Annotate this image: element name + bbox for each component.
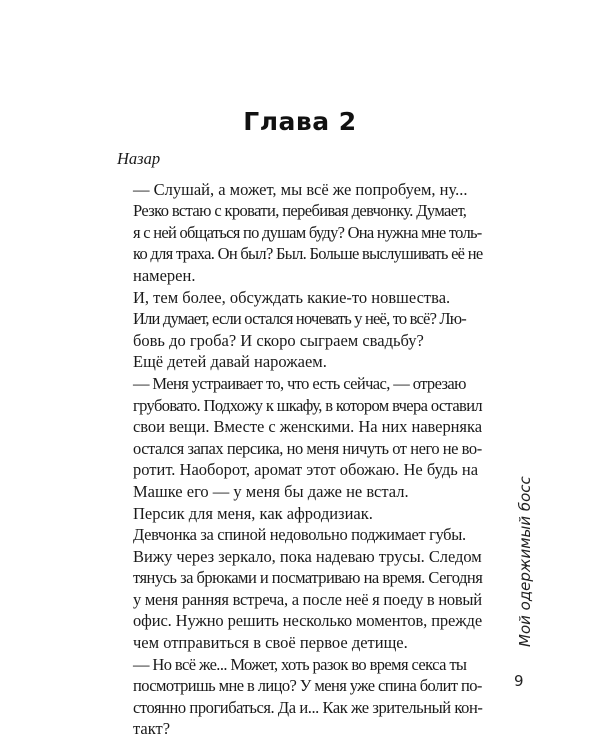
text-line: — Слушай, а может, мы всё же попробуем, ну... [133, 179, 468, 199]
text-line: Вижу через зеркало, пока надеваю трусы. Следом [133, 546, 482, 566]
page-number: 9 [514, 672, 524, 690]
paragraph [117, 351, 482, 373]
text-line: Или думает, если остался ночевать у неё, то всё? Лю- [133, 309, 466, 329]
text-line: посмотришь мне в лицо? У меня уже спина болит по- [133, 676, 482, 696]
text-line: ко для траха. Он был? Был. Больше выслушивать её не [133, 244, 483, 264]
paragraph-list [117, 179, 482, 740]
text-line: Ещё детей давай нарожаем. [133, 352, 327, 372]
text-line: такт? [133, 719, 171, 739]
text-line: Резко встаю с кровати, перебивая девчонку. Думает, [133, 201, 467, 221]
paragraph [117, 524, 482, 654]
text-line: Машке его — у меня бы даже не встал. [133, 481, 409, 501]
text-line: стоянно прогибаться. Да и... Как же зрительный кон- [133, 697, 483, 717]
text-line: чем отправиться в своё первое детище. [133, 633, 408, 653]
text-line: — Меня устраивает то, что есть сейчас, — отрезаю [133, 373, 466, 393]
text-line: Персик для меня, как афродизиак. [133, 503, 373, 523]
chapter-body [117, 148, 482, 740]
paragraph [117, 503, 482, 525]
paragraph [117, 373, 482, 503]
text-line: — Но всё же... Может, хоть разок во время секса ты [133, 654, 467, 674]
text-line: тянусь за брюками и посматриваю на время. Сегодня [133, 568, 483, 588]
text-line: Девчонка за спиной недовольно поджимает губы. [133, 525, 466, 545]
paragraph [117, 200, 482, 286]
text-line: остался запах персика, но меня ничуть от него не во- [133, 438, 482, 458]
text-line: офис. Нужно решить несколько моментов, прежде [133, 611, 483, 631]
text-line: свои вещи. Вместе с женскими. На них наверняка [133, 417, 482, 437]
text-line: у меня ранняя встреча, а после неё я поеду в новый [133, 589, 482, 609]
text-line: ротит. Наоборот, аромат этот обожаю. Не будь на [133, 460, 479, 480]
text-line: бовь до гроба? И скоро сыграем свадьбу? [133, 330, 424, 350]
chapter-title: Глава 2 [243, 107, 357, 136]
text-line: я с ней общаться по душам буду? Она нужна мне толь- [133, 222, 482, 242]
text-line: грубовато. Подхожу к шкафу, в котором вчера оставил [133, 395, 483, 415]
paragraph [117, 308, 482, 351]
paragraph [117, 179, 482, 201]
running-title: Мой одержимый босс [516, 476, 534, 647]
paragraph [117, 287, 482, 309]
paragraph [117, 654, 482, 740]
text-line: намерен. [133, 265, 196, 285]
text-line: И, тем более, обсуждать какие-то новшества. [133, 287, 451, 307]
narrator-name: Назар [117, 149, 161, 168]
